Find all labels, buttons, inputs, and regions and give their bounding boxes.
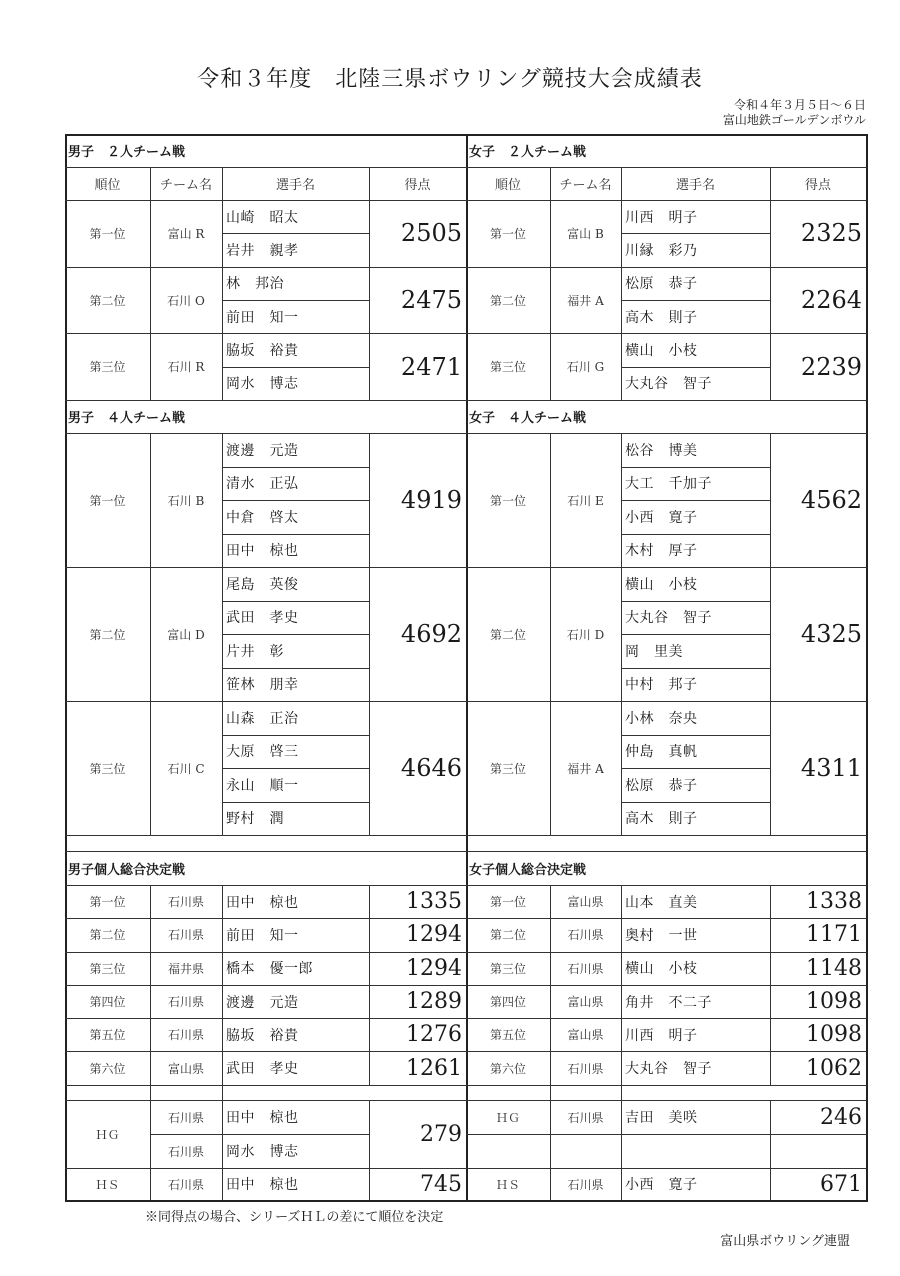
player-name: 渡邊 元造 xyxy=(226,994,299,1011)
event-venue: 富山地鉄ゴールデンボウル xyxy=(722,113,866,127)
player-name: 清水 正弘 xyxy=(226,476,299,493)
team-cell: 富山 D xyxy=(167,627,205,642)
score-cell: 4325 xyxy=(800,620,862,648)
score-cell: 2505 xyxy=(400,219,462,248)
player-name: 永山 順一 xyxy=(226,777,299,794)
score-cell: 1276 xyxy=(406,1022,462,1048)
grid-line xyxy=(621,367,771,368)
event-date: 令和４年３月５日～６日 xyxy=(733,98,866,112)
hg-label: ＨＧ xyxy=(495,1110,520,1125)
hg-score: 246 xyxy=(820,1104,862,1130)
player-name: 武田 孝史 xyxy=(226,1061,299,1078)
team-cell: 石川県 xyxy=(567,1177,604,1192)
team-cell: 石川県 xyxy=(167,895,204,910)
player-name: 片井 彰 xyxy=(226,643,284,660)
team-cell: 富山県 xyxy=(167,1061,204,1076)
player-name: 武田 孝史 xyxy=(226,610,299,627)
rank-cell: 第四位 xyxy=(89,995,126,1010)
score-cell: 1062 xyxy=(806,1055,862,1081)
player-name: 木村 厚子 xyxy=(625,543,698,560)
grid-line xyxy=(621,500,771,501)
player-name: 角井 不二子 xyxy=(625,994,712,1011)
score-cell: 1294 xyxy=(406,922,462,948)
player-name: 大丸谷 智子 xyxy=(625,376,712,393)
grid-line xyxy=(222,534,370,535)
grid-line xyxy=(222,467,370,468)
rank-cell: 第一位 xyxy=(489,493,526,508)
grid-line xyxy=(466,835,867,836)
grid-line xyxy=(621,802,771,803)
section-title: 女子 ４人チーム戦 xyxy=(469,411,587,426)
grid-line xyxy=(621,300,771,301)
grid-line xyxy=(621,634,771,635)
player-name: 前田 知一 xyxy=(226,927,299,944)
organizer: 富山県ボウリング連盟 xyxy=(720,1234,850,1249)
page-title: 令和３年度 北陸三県ボウリング競技大会成績表 xyxy=(197,67,703,92)
rank-cell: 第二位 xyxy=(89,627,126,642)
grid-line xyxy=(621,735,771,736)
player-name: 小西 寛子 xyxy=(625,1177,698,1193)
team-cell: 石川県 xyxy=(167,1110,204,1125)
player-name: 高木 則子 xyxy=(625,309,698,326)
rank-cell: 第三位 xyxy=(89,761,126,776)
grid-line xyxy=(222,802,370,803)
grid-line xyxy=(222,367,370,368)
player-name: 山森 正治 xyxy=(226,710,299,727)
player-name: 田中 椋也 xyxy=(226,1177,299,1193)
score-cell: 4646 xyxy=(400,754,462,782)
score-cell: 1098 xyxy=(806,1022,862,1048)
player-name: 尾島 英俊 xyxy=(226,576,299,593)
player-name: 松原 恭子 xyxy=(625,276,698,293)
score-cell: 1171 xyxy=(806,922,862,948)
team-cell: 石川 O xyxy=(167,293,205,308)
rank-cell: 第六位 xyxy=(489,1061,526,1076)
team-cell: 石川 D xyxy=(566,627,605,642)
rank-cell: 第三位 xyxy=(489,961,526,976)
player-name: 岡 里美 xyxy=(625,643,683,660)
team-cell: 石川 C xyxy=(167,761,205,776)
rank-cell: 第二位 xyxy=(489,293,526,308)
player-name: 山崎 昭太 xyxy=(226,209,299,226)
section-title: 男子個人総合決定戦 xyxy=(68,862,186,878)
grid-line xyxy=(621,534,771,535)
team-cell: 富山県 xyxy=(567,995,604,1010)
player-name: 小西 寛子 xyxy=(625,509,698,526)
team-cell: 石川県 xyxy=(567,928,604,943)
player-name: 大原 啓三 xyxy=(226,744,299,761)
team-cell: 富山県 xyxy=(567,895,604,910)
team-cell: 石川 R xyxy=(167,360,205,375)
section-title: 男子 ２人チーム戦 xyxy=(68,145,186,160)
team-cell: 石川県 xyxy=(567,1061,604,1076)
grid-line xyxy=(621,768,771,769)
grid-line xyxy=(222,668,370,669)
player-name: 川西 明子 xyxy=(625,1027,698,1044)
player-name: 田中 椋也 xyxy=(226,1110,299,1126)
player-name: 脇坂 裕貴 xyxy=(226,343,299,360)
score-cell: 2264 xyxy=(800,286,862,315)
grid-line xyxy=(222,300,370,301)
column-header-player: 選手名 xyxy=(275,178,315,193)
player-name: 中倉 啓太 xyxy=(226,509,299,526)
team-cell: 石川 E xyxy=(567,493,604,508)
player-name: 大丸谷 智子 xyxy=(625,610,712,627)
score-cell: 1261 xyxy=(406,1055,462,1081)
grid-line xyxy=(222,735,370,736)
column-header-player: 選手名 xyxy=(675,178,715,193)
team-cell: 石川県 xyxy=(167,1177,204,1192)
player-name: 奥村 一世 xyxy=(625,927,698,944)
team-cell: 石川県 xyxy=(167,1144,204,1159)
score-cell: 1148 xyxy=(806,955,862,981)
grid-line xyxy=(222,634,370,635)
player-name: 脇坂 裕貴 xyxy=(226,1027,299,1044)
player-name: 松谷 博美 xyxy=(625,442,698,459)
player-name: 松原 恭子 xyxy=(625,777,698,794)
player-name: 小林 奈央 xyxy=(625,710,698,727)
section-title: 女子個人総合決定戦 xyxy=(469,862,587,878)
team-cell: 福井 A xyxy=(567,293,604,308)
player-name: 田中 椋也 xyxy=(226,543,299,560)
rank-cell: 第三位 xyxy=(89,961,126,976)
score-cell: 4562 xyxy=(800,486,862,514)
grid-line xyxy=(621,467,771,468)
rank-cell: 第二位 xyxy=(89,293,126,308)
team-cell: 福井県 xyxy=(167,961,204,976)
team-cell: 石川県 xyxy=(167,1028,204,1043)
section-title: 女子 ２人チーム戦 xyxy=(469,145,587,160)
hs-score: 671 xyxy=(820,1171,862,1197)
player-name: 吉田 美咲 xyxy=(625,1110,698,1126)
player-name: 仲島 真帆 xyxy=(625,744,698,761)
player-name: 山本 直美 xyxy=(625,894,698,911)
table-border-bottom xyxy=(65,1200,867,1202)
player-name: 田中 椋也 xyxy=(226,894,299,911)
grid-line xyxy=(466,1134,867,1135)
player-name: 渡邊 元造 xyxy=(226,442,299,459)
rank-cell: 第四位 xyxy=(489,995,526,1010)
score-cell: 4692 xyxy=(400,620,462,648)
player-name: 林 邦治 xyxy=(226,276,284,293)
rank-cell: 第二位 xyxy=(489,627,526,642)
player-name: 笹林 朋幸 xyxy=(226,677,299,694)
score-cell: 4311 xyxy=(800,754,862,782)
team-cell: 石川県 xyxy=(167,995,204,1010)
grid-line xyxy=(621,668,771,669)
rank-cell: 第二位 xyxy=(89,928,126,943)
player-name: 橋本 優一郎 xyxy=(226,961,313,978)
rank-cell: 第一位 xyxy=(89,493,126,508)
grid-line xyxy=(65,835,467,836)
grid-line xyxy=(222,601,370,602)
grid-line xyxy=(621,601,771,602)
team-cell: 福井 A xyxy=(567,761,604,776)
grid-line xyxy=(150,1134,370,1135)
column-header-team: チーム名 xyxy=(559,178,612,193)
player-name: 高木 則子 xyxy=(625,811,698,828)
column-header-team: チーム名 xyxy=(159,178,212,193)
grid-line xyxy=(621,233,771,234)
rank-cell: 第二位 xyxy=(489,928,526,943)
hg-score: 279 xyxy=(420,1121,462,1147)
score-cell: 1294 xyxy=(406,955,462,981)
hs-label: ＨＳ xyxy=(95,1177,120,1192)
score-cell: 1338 xyxy=(806,889,862,915)
grid-line xyxy=(222,768,370,769)
team-cell: 富山 R xyxy=(167,226,205,241)
score-cell: 2239 xyxy=(800,352,862,381)
rank-cell: 第一位 xyxy=(489,895,526,910)
score-cell: 4919 xyxy=(400,486,462,514)
player-name: 大工 千加子 xyxy=(625,476,712,493)
column-header-rank: 順位 xyxy=(94,178,121,193)
score-cell: 2325 xyxy=(800,219,862,248)
hs-label: ＨＳ xyxy=(495,1177,520,1192)
score-cell: 1098 xyxy=(806,989,862,1015)
team-cell: 石川県 xyxy=(567,961,604,976)
player-name: 横山 小枝 xyxy=(625,961,698,978)
column-header-score: 得点 xyxy=(404,178,431,193)
player-name: 川西 明子 xyxy=(625,209,698,226)
grid-line xyxy=(466,1085,867,1086)
score-cell: 1289 xyxy=(406,989,462,1015)
player-name: 大丸谷 智子 xyxy=(625,1061,712,1078)
rank-cell: 第一位 xyxy=(489,226,526,241)
player-name: 川縁 彩乃 xyxy=(625,243,698,260)
player-name: 前田 知一 xyxy=(226,309,299,326)
rank-cell: 第三位 xyxy=(489,761,526,776)
grid-line xyxy=(222,500,370,501)
player-name: 野村 潤 xyxy=(226,811,284,828)
grid-line xyxy=(550,1134,551,1168)
score-cell: 2475 xyxy=(400,286,462,315)
hs-score: 745 xyxy=(420,1171,462,1197)
team-cell: 石川 G xyxy=(566,360,605,375)
score-cell: 2471 xyxy=(400,352,462,381)
grid-line xyxy=(65,1085,467,1086)
player-name: 岡水 博志 xyxy=(226,376,299,393)
rank-cell: 第三位 xyxy=(89,360,126,375)
rank-cell: 第一位 xyxy=(89,226,126,241)
tiebreak-note: ※同得点の場合、シリーズＨＬの差にて順位を決定 xyxy=(145,1210,444,1225)
column-header-rank: 順位 xyxy=(494,178,521,193)
team-cell: 石川県 xyxy=(567,1110,604,1125)
rank-cell: 第一位 xyxy=(89,895,126,910)
rank-cell: 第六位 xyxy=(89,1061,126,1076)
team-cell: 石川県 xyxy=(167,928,204,943)
player-name: 横山 小枝 xyxy=(625,576,698,593)
table-border-right xyxy=(866,134,868,1202)
player-name: 横山 小枝 xyxy=(625,343,698,360)
player-name: 岡水 博志 xyxy=(226,1144,299,1160)
team-cell: 石川 B xyxy=(167,493,205,508)
team-cell: 富山 B xyxy=(567,226,604,241)
score-cell: 1335 xyxy=(406,889,462,915)
player-name: 岩井 親孝 xyxy=(226,243,299,260)
section-title: 男子 ４人チーム戦 xyxy=(68,411,186,426)
team-cell: 富山県 xyxy=(567,1028,604,1043)
column-header-score: 得点 xyxy=(804,178,831,193)
rank-cell: 第五位 xyxy=(489,1028,526,1043)
hg-label: ＨＧ xyxy=(95,1127,120,1142)
player-name: 中村 邦子 xyxy=(625,677,698,694)
rank-cell: 第三位 xyxy=(489,360,526,375)
rank-cell: 第五位 xyxy=(89,1028,126,1043)
grid-line xyxy=(222,233,370,234)
